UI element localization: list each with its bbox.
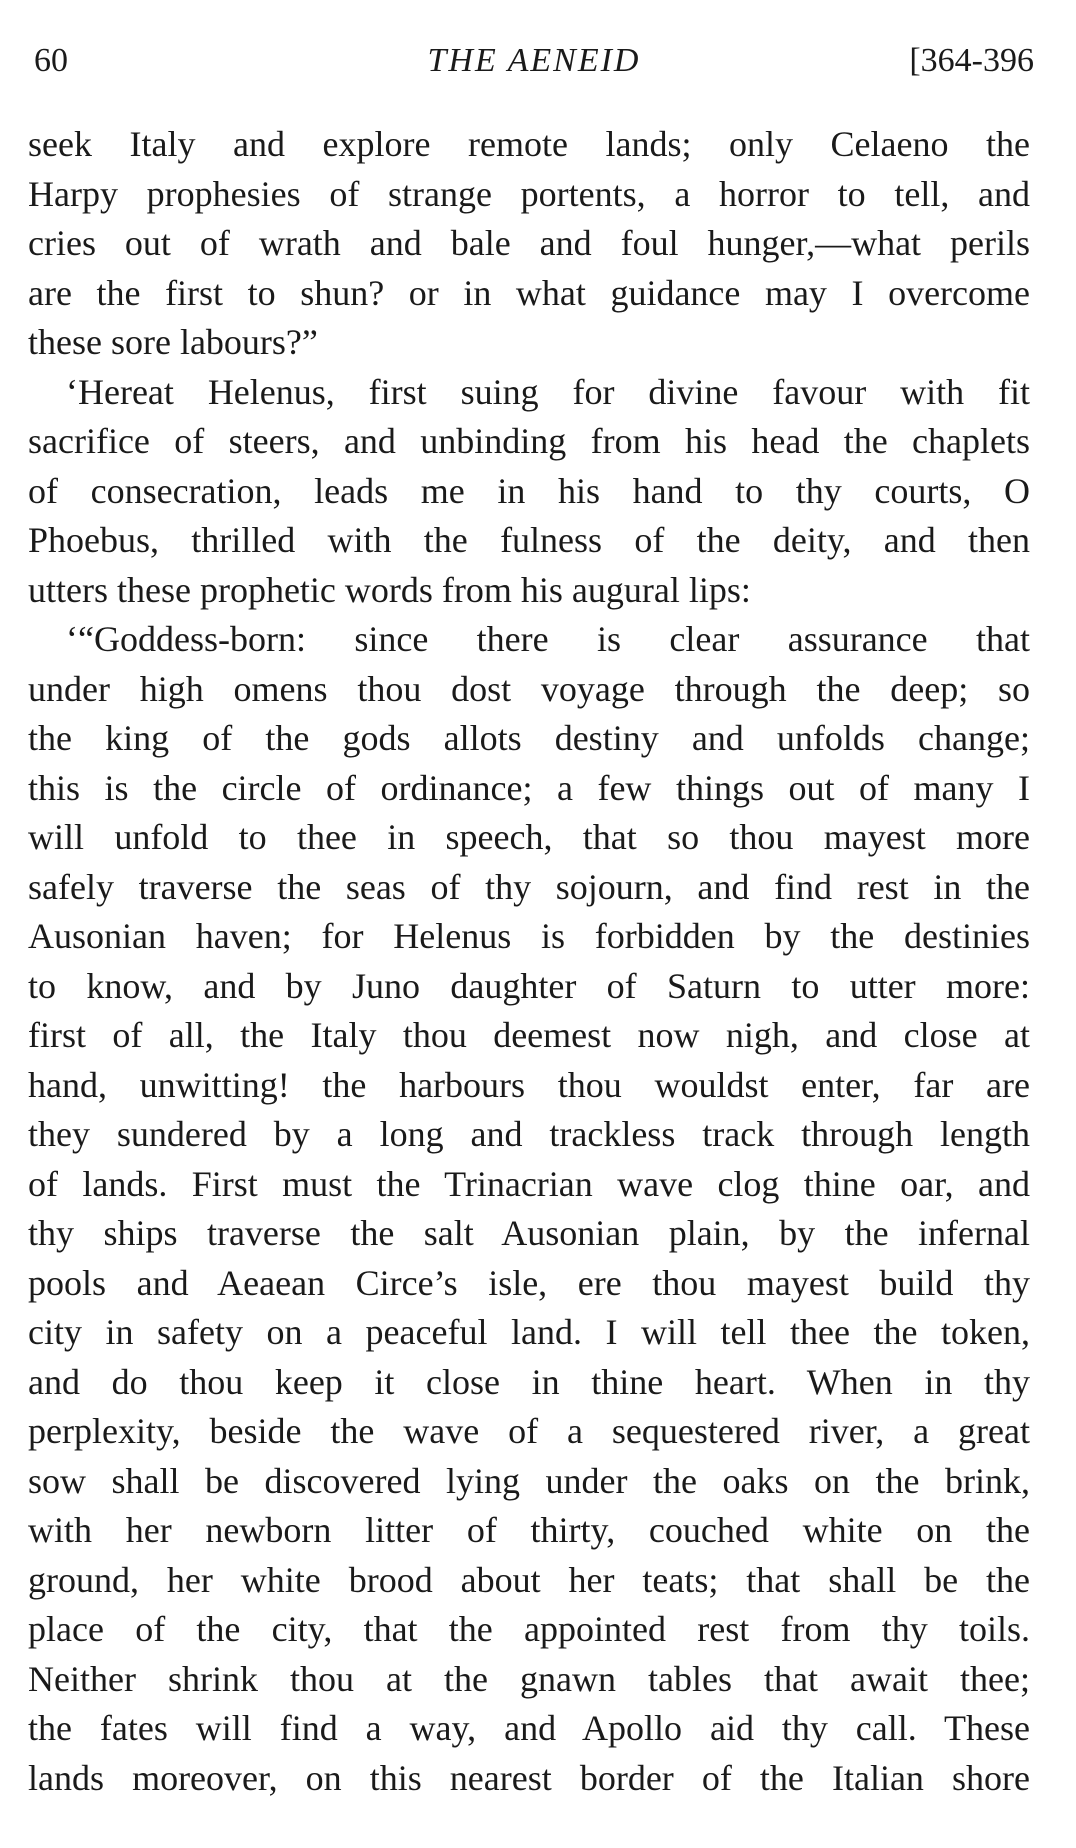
text-line: cries out of wrath and bale and foul hunger,—what perils [28,223,1030,263]
text-line: thy ships traverse the salt Ausonian plain, by the infernal [28,1213,1030,1253]
paragraph [28,368,1030,616]
text-line: pools and Aeaean Circe’s isle, ere thou mayest build thy [28,1262,1030,1303]
text-line: perplexity, beside the wave of a sequestered river, a great [28,1411,1030,1451]
text-line: of lands. First must the Trinacrian wave clog thine oar, and [28,1163,1030,1204]
text-line: with her newborn litter of thirty, couched white on the [28,1510,1030,1550]
text-line: sacrifice of steers, and unbinding from his head the chaplets [28,421,1030,461]
text-line: of consecration, leads me in his hand to thy courts, O [28,470,1030,511]
text-line: Phoebus, thrilled with the fulness of the deity, and then [28,520,1030,560]
text-line: the king of the gods allots destiny and unfolds change; [28,718,1030,758]
text-line: first of all, the Italy thou deemest now nigh, and close at [28,1015,1030,1055]
page-number: 60 [34,42,68,79]
text-line: place of the city, that the appointed rest from thy toils. [28,1609,1030,1649]
text-line: sow shall be discovered lying under the oaks on the brink, [28,1460,1030,1501]
text-line: the fates will find a way, and Apollo aid thy call. These [28,1708,1030,1748]
text-line: to know, and by Juno daughter of Saturn to utter more: [28,965,1030,1006]
text-line: ‘“Goddess-born: since there is clear assurance that [66,619,1030,659]
text-line: ‘Hereat Helenus, first suing for divine favour with fit [66,371,1030,412]
text-line: are the first to shun? or in what guidance may I overcome [28,272,1030,313]
text-line: Harpy prophesies of strange portents, a horror to tell, and [28,173,1030,214]
text-line: and do thou keep it close in thine heart. When in thy [28,1361,1030,1402]
text-line: this is the circle of ordinance; a few things out of many I [28,767,1030,808]
line-range: [364-396 [909,42,1034,79]
text-line: hand, unwitting! the harbours thou wouldst enter, far are [28,1064,1030,1105]
text-line: Ausonian haven; for Helenus is forbidden by the destinies [28,916,1030,956]
paragraph [28,120,1030,368]
text-line: seek Italy and explore remote lands; only Celaeno the [28,124,1030,164]
text-line: safely traverse the seas of thy sojourn, and find rest in the [28,866,1030,907]
text-line: lands moreover, on this nearest border of the Italian shore [28,1757,1030,1798]
text-line: ground, her white brood about her teats; that shall be the [28,1559,1030,1600]
running-head [34,36,1034,86]
running-title: THE AENEID [427,42,641,79]
text-line: under high omens thou dost voyage through the deep; so [28,668,1030,709]
text-line: will unfold to thee in speech, that so thou mayest more [28,817,1030,857]
text-line: they sundered by a long and trackless track through length [28,1114,1030,1154]
text-line: these sore labours?” [28,322,318,362]
text-line: Neither shrink thou at the gnawn tables that await thee; [28,1658,1030,1699]
body-text [28,120,1030,1803]
text-line: utters these prophetic words from his augural lips: [28,569,751,610]
text-line: city in safety on a peaceful land. I will tell thee the token, [28,1312,1030,1352]
paragraph [28,615,1030,1803]
